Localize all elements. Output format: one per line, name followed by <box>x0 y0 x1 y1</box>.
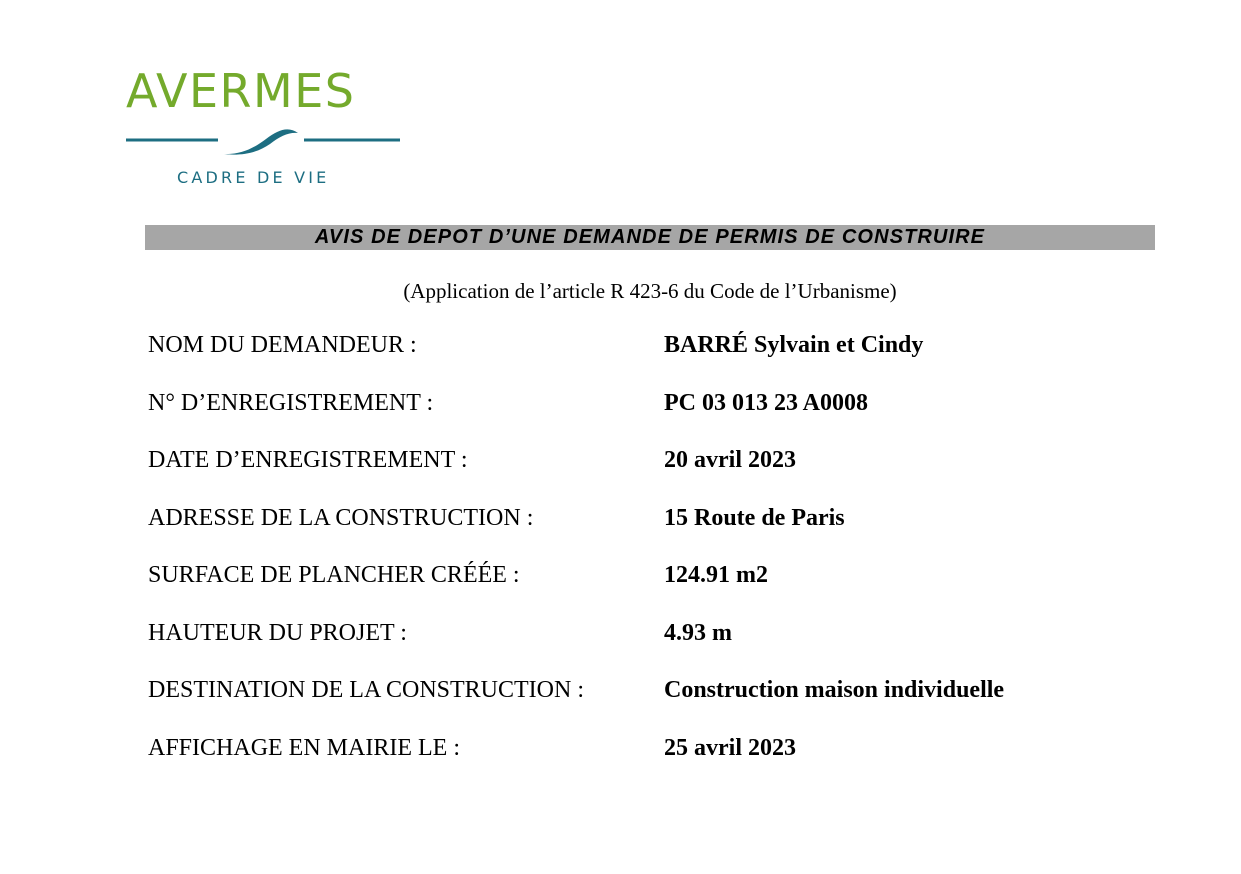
logo-wave-icon <box>126 124 402 158</box>
registration-date-value: 20 avril 2023 <box>664 447 796 473</box>
field-row-posting-date <box>148 733 1108 791</box>
posting-date-label: AFFICHAGE EN MAIRIE LE : <box>148 734 460 761</box>
legal-reference: (Application de l’article R 423-6 du Code de l’Urbanisme) <box>403 279 897 303</box>
field-row-destination <box>148 675 1108 733</box>
floor-area-value: 124.91 m2 <box>664 562 768 588</box>
avermes-logo <box>126 66 402 190</box>
destination-value: Construction maison individuelle <box>664 677 1005 703</box>
destination-label: DESTINATION DE LA CONSTRUCTION : <box>148 677 584 703</box>
page-title: AVIS DE DEPOT D’UNE DEMANDE DE PERMIS DE CONSTRUIRE <box>314 226 986 248</box>
address-value: 15 Route de Paris <box>664 504 845 531</box>
height-value: 4.93 m <box>664 619 732 646</box>
field-row-height <box>148 618 1108 676</box>
posting-date-value: 25 avril 2023 <box>664 734 796 761</box>
registration-number-label: N° D’ENREGISTREMENT : <box>148 389 434 416</box>
height-label: HAUTEUR DU PROJET : <box>148 619 407 646</box>
logo-tagline: CADRE DE VIE <box>177 168 330 187</box>
floor-area-label: SURFACE DE PLANCHER CRÉÉE : <box>148 562 520 588</box>
field-row-applicant <box>148 330 1108 388</box>
field-row-registration-date <box>148 445 1108 503</box>
permit-details <box>148 330 1108 790</box>
title-banner <box>145 225 1155 250</box>
field-row-address <box>148 503 1108 561</box>
applicant-label: NOM DU DEMANDEUR : <box>148 332 417 358</box>
registration-date-label: DATE D’ENREGISTREMENT : <box>148 447 468 473</box>
logo-wordmark: AVERMES <box>126 64 356 118</box>
address-label: ADRESSE DE LA CONSTRUCTION : <box>148 504 534 531</box>
field-row-floor-area <box>148 560 1108 618</box>
applicant-value: BARRÉ Sylvain et Cindy <box>664 332 924 358</box>
field-row-registration-number <box>148 388 1108 446</box>
registration-number-value: PC 03 013 23 A0008 <box>664 389 868 416</box>
